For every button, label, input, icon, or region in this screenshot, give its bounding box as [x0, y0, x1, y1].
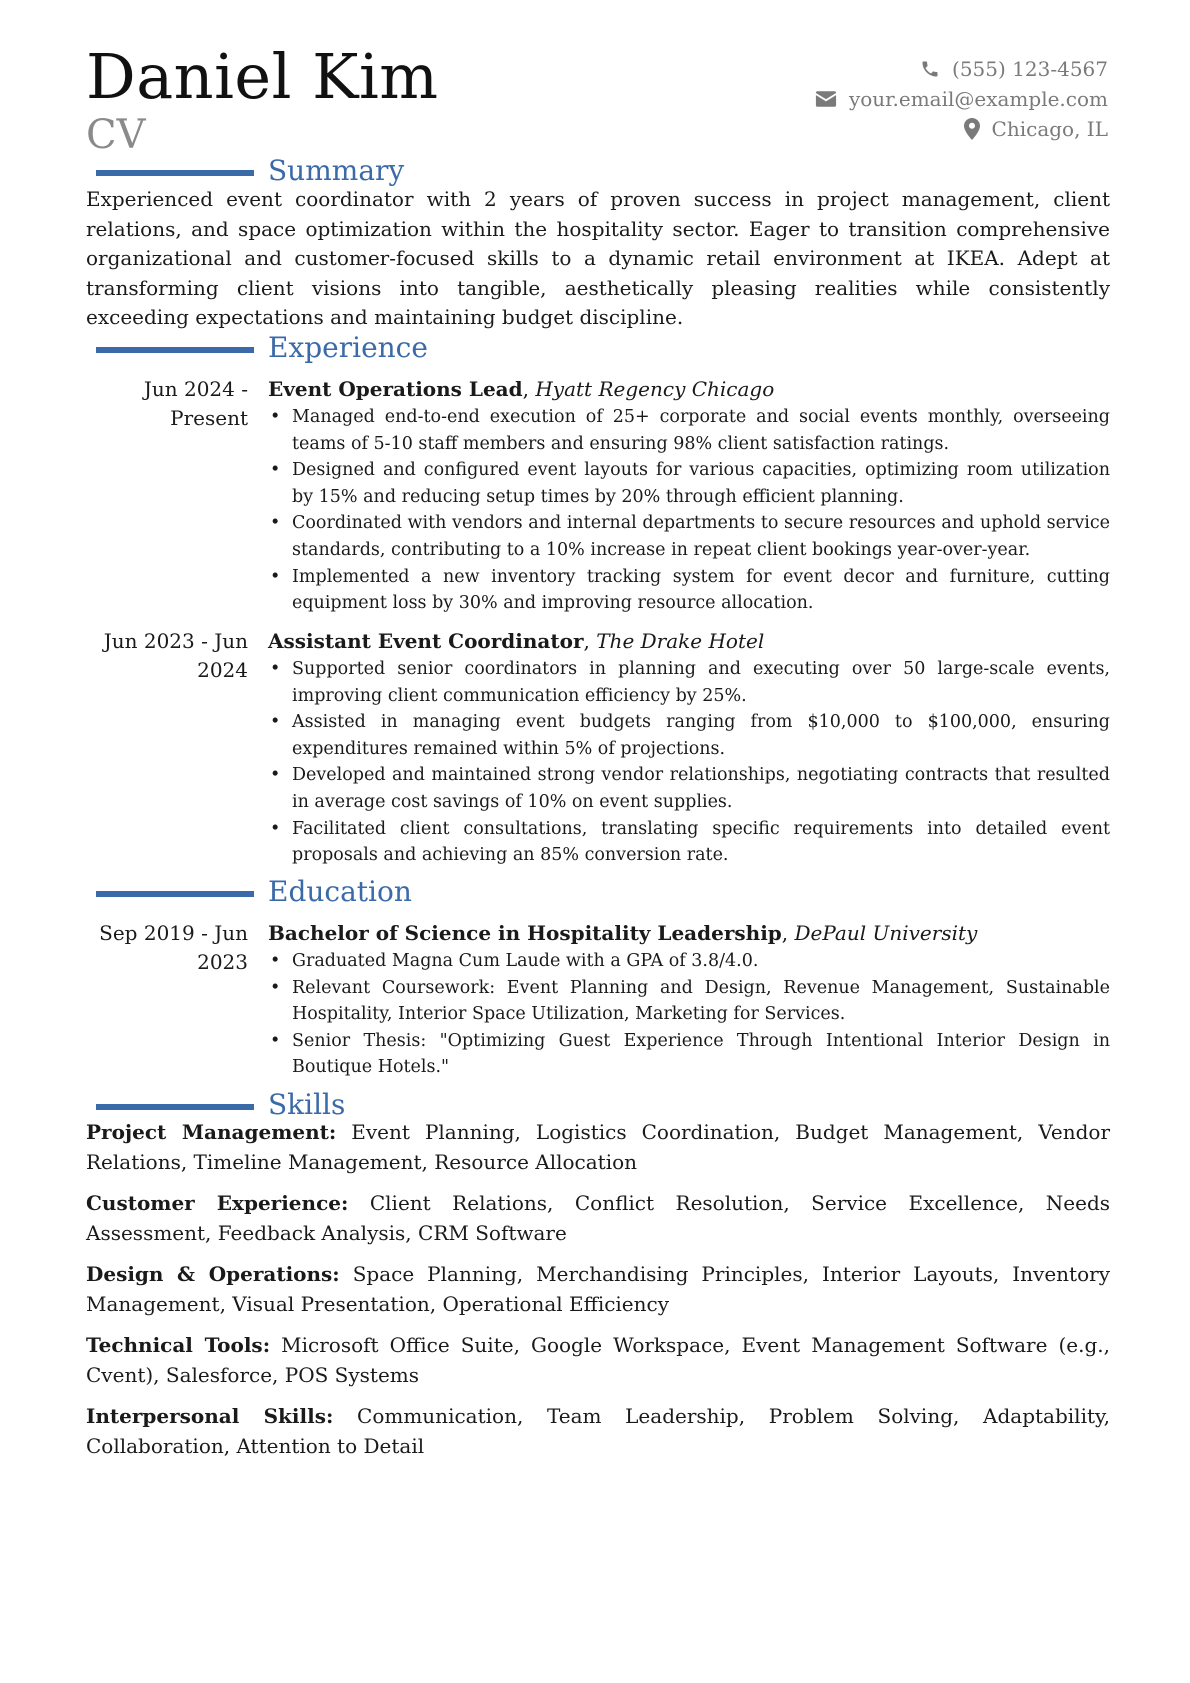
skills-list	[86, 1118, 1110, 1473]
list-item: • Assisted in managing event budgets ranging from $10,000 to $100,000, ensuring expenditures remained within 5% of projections.	[292, 709, 1110, 762]
phone-icon	[920, 59, 940, 79]
list-item: • Developed and maintained strong vendor relationships, negotiating contracts that resulted in average cost savings of 10% on event supplies.	[292, 762, 1110, 815]
skill-text: Microsoft Office Suite, Google Workspace, Event Management Software (e.g., Cvent), Salesforce, POS Systems	[86, 1333, 1111, 1387]
location-text: Chicago, IL	[991, 117, 1108, 141]
section-title: Experience	[268, 331, 428, 364]
section-header-education	[96, 875, 412, 909]
skill-label: Project Management:	[86, 1120, 337, 1144]
skill-group	[86, 1331, 1110, 1390]
entry-bullets	[268, 948, 1110, 1081]
list-item: • Supported senior coordinators in planning and executing over 50 large-scale events, improving client communication efficiency by 25%.	[292, 656, 1110, 709]
skill-label: Customer Experience:	[86, 1191, 349, 1215]
candidate-name: Daniel Kim	[86, 40, 439, 113]
section-accent-bar	[96, 170, 254, 176]
list-item: • Implemented a new inventory tracking system for event decor and furniture, cutting equipment loss by 30% and improving resource allocation.	[292, 564, 1110, 617]
contact-location	[815, 114, 1108, 144]
entry-title: Bachelor of Science in Hospitality Leadership	[268, 921, 782, 945]
list-item: • Managed end-to-end execution of 25+ corporate and social events monthly, overseeing teams of 5-10 staff members and ensuring 98% client satisfaction ratings.	[292, 404, 1110, 457]
map-pin-icon	[964, 118, 980, 140]
entry-organization: The Drake Hotel	[596, 629, 765, 653]
skill-group	[86, 1118, 1110, 1177]
skill-text: Space Planning, Merchandising Principles, Interior Layouts, Inventory Management, Visual Presentation, Operational Efficiency	[86, 1262, 1110, 1316]
list-item: • Facilitated client consultations, translating specific requirements into detailed event proposals and achieving an 85% conversion rate.	[292, 816, 1110, 869]
skill-text: Event Planning, Logistics Coordination, Budget Management, Vendor Relations, Timeline Management, Resource Allocation	[86, 1120, 1110, 1174]
skill-group	[86, 1402, 1110, 1461]
document-subtitle: CV	[86, 112, 146, 158]
entry-heading: Bachelor of Science in Hospitality Leadership, DePaul University	[268, 921, 978, 945]
contact-phone	[815, 54, 1108, 84]
section-header-skills	[96, 1088, 345, 1122]
skill-group	[86, 1260, 1110, 1319]
entry-title: Event Operations Lead	[268, 377, 523, 401]
skill-group	[86, 1189, 1110, 1248]
email-link[interactable]: your.email@example.com	[848, 87, 1108, 111]
entry-bullets	[268, 404, 1110, 617]
entry-body	[268, 375, 1110, 617]
skill-label: Technical Tools:	[86, 1333, 271, 1357]
section-title: Skills	[268, 1088, 346, 1121]
list-item: • Graduated Magna Cum Laude with a GPA of 3.8/4.0.	[292, 948, 1110, 975]
section-title: Summary	[268, 154, 405, 187]
section-accent-bar	[96, 347, 254, 353]
list-item: • Relevant Coursework: Event Planning and Design, Revenue Management, Sustainable Hospitality, Interior Space Utilization, Marketing for Services.	[292, 975, 1110, 1028]
contact-email	[815, 84, 1108, 114]
entry-organization: DePaul University	[794, 921, 978, 945]
entry-body	[268, 919, 1110, 1081]
entry-body	[268, 627, 1110, 869]
section-accent-bar	[96, 891, 254, 897]
list-item: • Senior Thesis: "Optimizing Guest Experience Through Intentional Interior Design in Boutique Hotels."	[292, 1028, 1110, 1081]
skill-text: Communication, Team Leadership, Problem Solving, Adaptability, Collaboration, Attention to Detail	[86, 1404, 1110, 1458]
section-header-summary	[96, 154, 404, 188]
skill-label: Design & Operations:	[86, 1262, 340, 1286]
skill-label: Interpersonal Skills:	[86, 1404, 334, 1428]
entry-heading: Assistant Event Coordinator, The Drake Hotel	[268, 629, 765, 653]
phone-text: (555) 123-4567	[952, 57, 1108, 81]
entry-title: Assistant Event Coordinator	[268, 629, 584, 653]
entry-date: Sep 2019 - Jun 2023	[99, 921, 248, 974]
envelope-icon	[815, 90, 837, 108]
entry-organization: Hyatt Regency Chicago	[535, 377, 775, 401]
entry-date: Jun 2024 - Present	[143, 377, 248, 430]
entry-date: Jun 2023 - Jun 2024	[103, 629, 248, 682]
list-item: • Designed and configured event layouts for various capacities, optimizing room utilization by 15% and reducing setup times by 20% through efficient planning.	[292, 457, 1110, 510]
summary-text: Experienced event coordinator with 2 years of proven success in project management, client relations, and space optimization within the hospitality sector. Eager to transition comprehensive organizational and customer-focused skills to a dynamic retail environment at IKEA. Adept at transforming client visions into tangible, aesthetically pleasing realities while consistently exceeding expectations and maintaining budget discipline.	[86, 187, 1110, 329]
contact-block	[815, 54, 1108, 144]
list-item: • Coordinated with vendors and internal departments to secure resources and uphold service standards, contributing to a 10% increase in repeat client bookings year-over-year.	[292, 510, 1110, 563]
entry-bullets	[268, 656, 1110, 869]
section-accent-bar	[96, 1104, 254, 1110]
section-header-experience	[96, 331, 428, 365]
section-title: Education	[268, 875, 412, 908]
entry-heading: Event Operations Lead, Hyatt Regency Chicago	[268, 377, 775, 401]
skill-text: Client Relations, Conflict Resolution, Service Excellence, Needs Assessment, Feedback Analysis, CRM Software	[86, 1191, 1111, 1245]
